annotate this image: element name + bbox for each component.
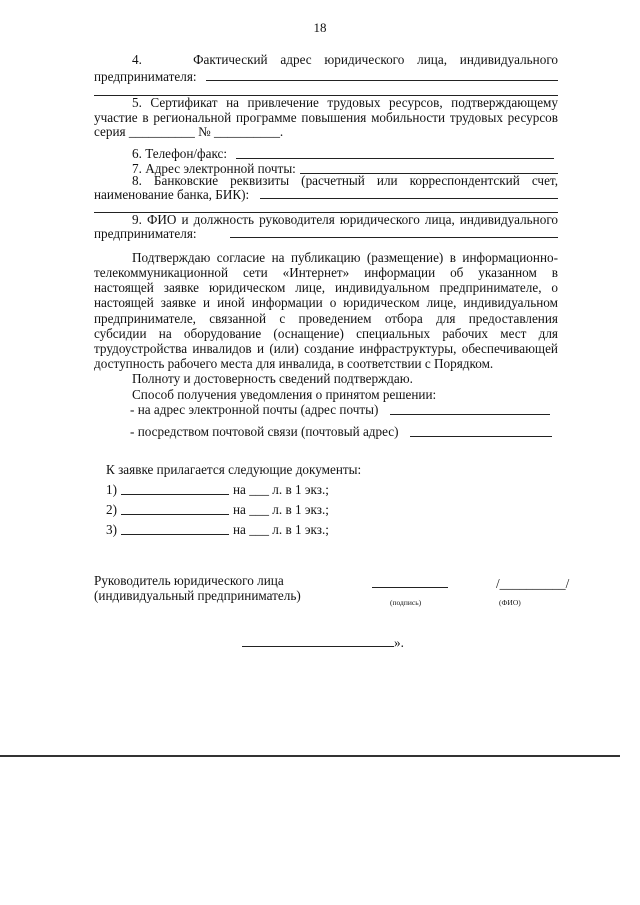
signature-title-line1: Руководитель юридического лица bbox=[94, 573, 284, 588]
item8-underline bbox=[260, 198, 558, 199]
notify-post: - посредством почтовой связи (почтовый адрес) bbox=[130, 424, 399, 439]
closing-mark: ». bbox=[394, 635, 404, 650]
item4-line1: 4. Фактический адрес юридического лица, индивидуального bbox=[132, 52, 558, 67]
item9-line2: предпринимателя: bbox=[94, 226, 197, 241]
consent-line: предпринимателе, связанной с проведением отбора для предоставления bbox=[94, 311, 558, 326]
consent-line: настоящей заявке юридическом лице, индивидуальном предпринимателе, о bbox=[94, 280, 558, 295]
page-number: 18 bbox=[313, 20, 327, 35]
item9-line1: 9. ФИО и должность руководителя юридического лица, индивидуального bbox=[132, 212, 558, 227]
consent-line: настоящей заявке и иной информации о юридическом лице, индивидуальном bbox=[94, 295, 558, 310]
item5-line3: серия __________ № __________. bbox=[94, 124, 284, 139]
item9-underline bbox=[230, 237, 558, 238]
signature-line bbox=[372, 587, 448, 588]
attachment-text: на ___ л. в 1 экз.; bbox=[233, 482, 329, 497]
item4-underline bbox=[206, 80, 558, 81]
item5-line1: 5. Сертификат на привлечение трудовых ресурсов, подтверждающему bbox=[132, 95, 558, 110]
item7-label: 7. Адрес электронной почты: bbox=[132, 161, 296, 176]
notify-email-underline bbox=[390, 414, 550, 415]
attachment-underline bbox=[121, 494, 229, 495]
item6-label: 6. Телефон/факс: bbox=[132, 146, 228, 161]
consent-line: Подтверждаю согласие на публикацию (размещение) в информационно- bbox=[132, 250, 558, 265]
item6-underline bbox=[236, 158, 554, 159]
attachment-underline bbox=[121, 534, 229, 535]
attachments-title: К заявке прилагается следующие документы: bbox=[106, 462, 362, 477]
confirm-text: Полноту и достоверность сведений подтверждаю. bbox=[132, 371, 413, 386]
attachment-text: на ___ л. в 1 экз.; bbox=[233, 522, 329, 537]
fio-slashes: /__________/ bbox=[496, 576, 570, 591]
consent-line: доступность рабочего места для инвалида, в соответствии с Порядком. bbox=[94, 356, 494, 371]
signature-title-line2: (индивидуальный предприниматель) bbox=[94, 588, 301, 603]
attachment-underline bbox=[121, 514, 229, 515]
attachment-num: 1) bbox=[106, 482, 117, 497]
item8-line1: 8. Банковские реквизиты (расчетный или корреспондентский счет, bbox=[132, 173, 558, 188]
item4-line2: предпринимателя: bbox=[94, 69, 197, 84]
item8-line2: наименование банка, БИК): bbox=[94, 187, 250, 202]
consent-line: телекоммуникационной сети «Интернет» информации об указанном в bbox=[94, 265, 558, 280]
page-bottom-rule bbox=[0, 755, 620, 757]
attachment-text: на ___ л. в 1 экз.; bbox=[233, 502, 329, 517]
consent-line: трудоустройства инвалидов и (или) создание инфраструктуры, обеспечивающей bbox=[94, 341, 558, 356]
attachment-num: 3) bbox=[106, 522, 117, 537]
fio-caption: (ФИО) bbox=[499, 598, 521, 607]
notify-post-underline bbox=[410, 436, 552, 437]
attachment-num: 2) bbox=[106, 502, 117, 517]
notify-title: Способ получения уведомления о принятом решении: bbox=[132, 387, 437, 402]
notify-email: - на адрес электронной почты (адрес почты) bbox=[130, 402, 379, 417]
consent-line: субсидии на оборудование (оснащение) специальных рабочих мест для bbox=[94, 326, 558, 341]
signature-caption: (подпись) bbox=[390, 598, 422, 607]
closing-underline bbox=[242, 646, 394, 647]
item5-line2: участие в региональной программе повышения мобильности трудовых ресурсов bbox=[94, 110, 558, 125]
